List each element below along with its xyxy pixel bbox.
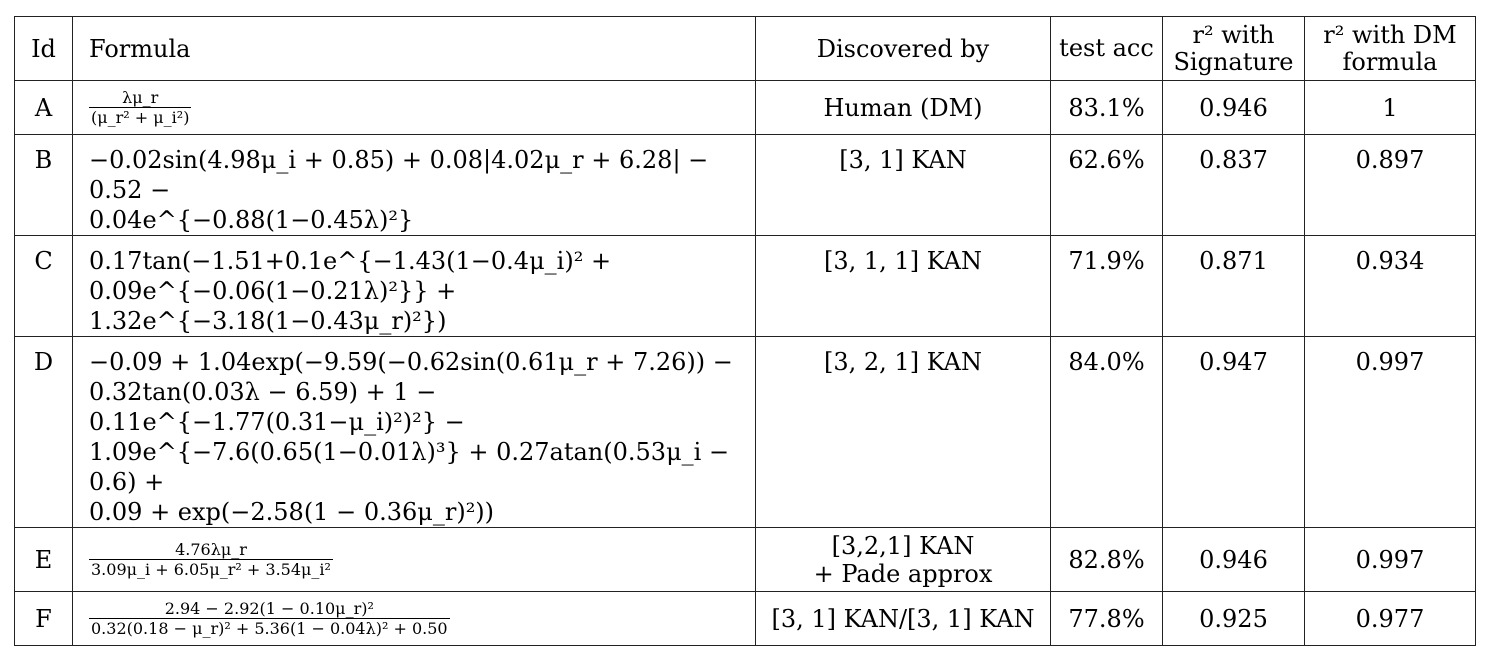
r2-signature-cell: 0.947: [1163, 337, 1305, 528]
header-r2-signature: r² with Signature: [1163, 17, 1305, 81]
formula-fraction: [89, 599, 450, 638]
table-row: [15, 337, 1476, 528]
formula-fraction: [89, 88, 191, 127]
row-id: C: [15, 236, 73, 337]
test-acc-cell: 62.6%: [1051, 135, 1163, 236]
table-row: [15, 528, 1476, 592]
r2-dm-cell: 0.997: [1305, 337, 1476, 528]
formula-cell: [73, 236, 756, 337]
r2-signature-cell: 0.946: [1163, 81, 1305, 135]
header-row: [15, 17, 1476, 81]
discovered-by-cell: [3, 1] KAN/[3, 1] KAN: [756, 592, 1051, 646]
formula-line: 0.04e^{−0.88(1−0.45λ)²}: [89, 206, 414, 234]
row-id: D: [15, 337, 73, 528]
table-row: [15, 135, 1476, 236]
discovered-by-cell: [3, 1, 1] KAN: [756, 236, 1051, 337]
row-id: A: [15, 81, 73, 135]
formula-cell: [73, 592, 756, 646]
r2-dm-cell: 1: [1305, 81, 1476, 135]
r2-dm-cell: 0.997: [1305, 528, 1476, 592]
r2-dm-cell: 0.934: [1305, 236, 1476, 337]
table-row: [15, 236, 1476, 337]
test-acc-cell: 83.1%: [1051, 81, 1163, 135]
discovered-by-cell: Human (DM): [756, 81, 1051, 135]
discovered-by-cell: [3, 1] KAN: [756, 135, 1051, 236]
header-id: Id: [15, 17, 73, 81]
formula-cell: [73, 81, 756, 135]
r2-signature-cell: 0.925: [1163, 592, 1305, 646]
header-test-acc: test acc: [1051, 17, 1163, 81]
discovered-by-line: [3,2,1] KAN: [831, 531, 975, 560]
formula-denominator: (μ_r² + μ_i²): [91, 108, 190, 127]
r2-dm-cell: 0.897: [1305, 135, 1476, 236]
header-r2-dm: r² with DM formula: [1305, 17, 1476, 81]
test-acc-cell: 84.0%: [1051, 337, 1163, 528]
formula-denominator: 3.09μ_i + 6.05μ_r² + 3.54μ_i²: [91, 560, 331, 579]
formula-cell: [73, 337, 756, 528]
formula-cell: [73, 528, 756, 592]
r2-signature-cell: 0.871: [1163, 236, 1305, 337]
formula-line: 0.09 + exp(−2.58(1 − 0.36μ_r)²)): [89, 498, 495, 526]
formula-table: [14, 16, 1476, 646]
discovered-by-cell: [756, 528, 1051, 592]
test-acc-cell: 71.9%: [1051, 236, 1163, 337]
r2-signature-cell: 0.837: [1163, 135, 1305, 236]
formula-numerator: λμ_r: [122, 88, 159, 107]
formula-line: 1.09e^{−7.6(0.65(1−0.01λ)³} + 0.27atan(0.53μ_i − 0.6) +: [89, 438, 730, 496]
table-row: [15, 592, 1476, 646]
r2-signature-cell: 0.946: [1163, 528, 1305, 592]
row-id: E: [15, 528, 73, 592]
row-id: F: [15, 592, 73, 646]
formula-cell: [73, 135, 756, 236]
discovered-by-line: + Pade approx: [813, 559, 993, 588]
formula-line: 0.32tan(0.03λ − 6.59) + 1 − 0.11e^{−1.77(0.31−μ_i)²)²} −: [89, 378, 465, 436]
formula-line: −0.02sin(4.98μ_i + 0.85) + 0.08|4.02μ_r + 6.28| − 0.52 −: [89, 146, 709, 204]
formula-line: −0.09 + 1.04exp(−9.59(−0.62sin(0.61μ_r + 7.26)) −: [89, 348, 733, 376]
r2-dm-cell: 0.977: [1305, 592, 1476, 646]
formula-numerator: 4.76λμ_r: [175, 540, 247, 559]
formula-denominator: 0.32(0.18 − μ_r)² + 5.36(1 − 0.04λ)² + 0.50: [91, 619, 448, 638]
formula-numerator: 2.94 − 2.92(1 − 0.10μ_r)²: [164, 599, 374, 618]
header-formula: Formula: [73, 17, 756, 81]
table-row: [15, 81, 1476, 135]
header-discovered-by: Discovered by: [756, 17, 1051, 81]
formula-line: 0.17tan(−1.51+0.1e^{−1.43(1−0.4μ_i)² + 0.09e^{−0.06(1−0.21λ)²}} +: [89, 247, 612, 305]
formula-fraction: [89, 540, 333, 579]
test-acc-cell: 82.8%: [1051, 528, 1163, 592]
row-id: B: [15, 135, 73, 236]
discovered-by-cell: [3, 2, 1] KAN: [756, 337, 1051, 528]
test-acc-cell: 77.8%: [1051, 592, 1163, 646]
formula-line: 1.32e^{−3.18(1−0.43μ_r)²}): [89, 307, 447, 335]
